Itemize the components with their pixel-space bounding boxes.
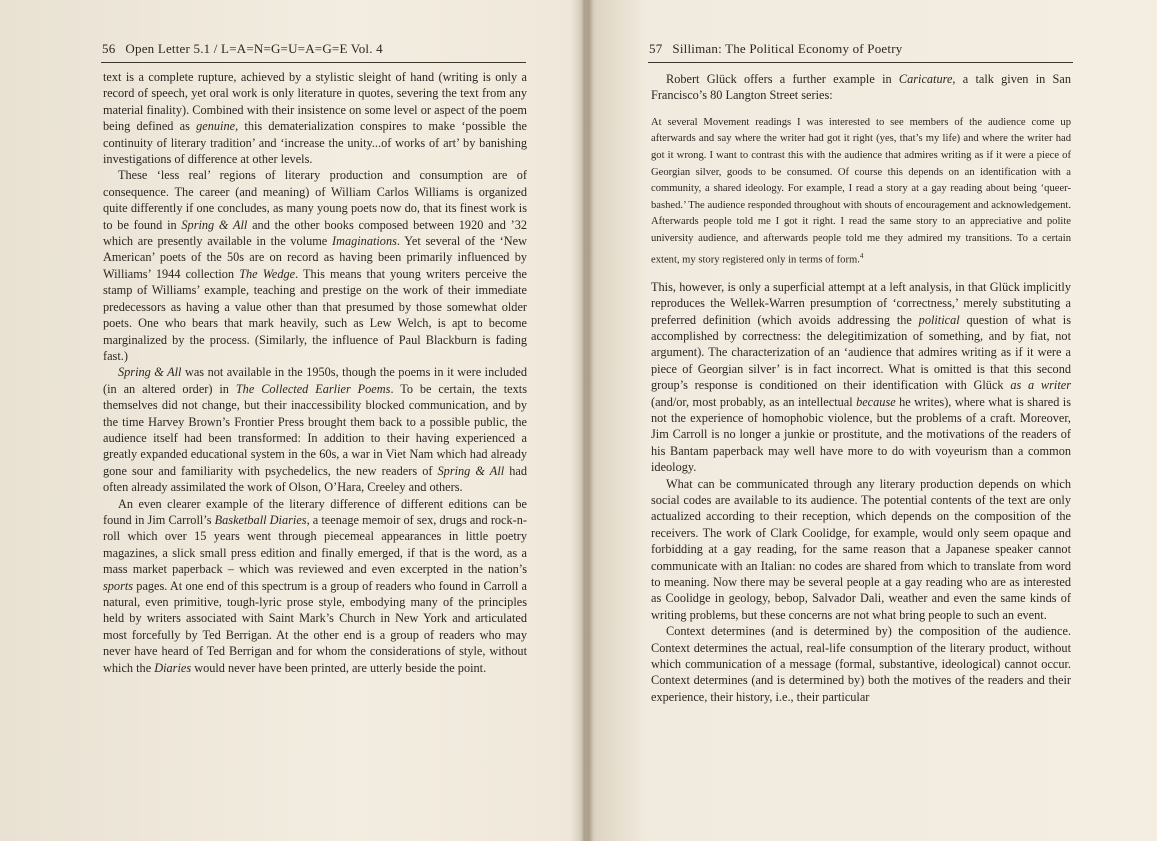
paragraph <box>103 496 527 676</box>
text-run: , a talk given in San Francisco’s 80 Langton Street series: <box>651 72 1071 103</box>
text-run: , this dematerialization conspires to make ‘possible the continuity of literary tradition’ and ‘increase the unity...of works of art’ by banishing investigations of difference at other levels. <box>103 119 527 167</box>
footnote-marker: 4 <box>859 251 864 260</box>
block-quote-text: At several Movement readings I was interested to see members of the audience come up afterwards and say where the writer had got it right (yes, that’s my life) and where the writer had got it wrong. I want to contrast this with the audience that admires writing as if it were a piece of Georgian silver, goods to be consumed. Of course this depends on an identification with a community, a shared ideology. For example, I read a story at a gay reading about being ‘queer-bashed.’ The audience responded throughout with shouts of encouragement and acknowledgement. Afterwards people told me I got it right. I read the same story to an appreciative and polite university audience, and afterwards people told me they admired my transitions. To a certain extent, my story registered only in terms of form. <box>651 116 1071 266</box>
italic-text: Spring & All <box>118 365 182 380</box>
right-body-text <box>651 71 1071 705</box>
italic-text: as a writer <box>1010 378 1071 393</box>
italic-text: Basketball Diaries <box>214 512 307 527</box>
text-run: An even clearer example of the literary difference of different editions can be found in Jim Carroll’s <box>103 496 527 527</box>
text-run: was not available in the 1950s, though the poems in it were included (in an altered order) in <box>103 365 527 396</box>
italic-text: Imaginations <box>331 234 397 249</box>
italic-text: The Collected Earlier Poems <box>235 381 391 396</box>
left-running-head <box>102 41 383 57</box>
italic-text: Diaries <box>154 660 192 675</box>
text-run: What can be communicated through any literary production depends on which social codes are available to its audience. The potential contents of the text are only actualized according to their reception, which depends on the composition of the receivers. The work of Clark Coolidge, for example, would only seem opaque and forbidding at a gay reading, for the same reason that a Japanese speaker cannot communicate with an Italian: no codes are shared from which to translate from word to meaning. Now there may be several people at a gay reading who are as interested as Coolidge in geology, bebop, Salvador Dali, weather and even the same kinds of writing problems, but these concerns are not what bring people to such an event. <box>651 476 1071 622</box>
text-run: had often already assimilated the work of Olson, O’Hara, Creeley and others. <box>103 463 527 495</box>
right-page <box>584 0 1157 841</box>
text-run: Context determines (and is determined by) the composition of the audience. Context determines the actual, real-life consumption of the literary product, without which communication of a message (formal, substantive, ideological) cannot occur. Context determines (and is determined by) both the motives of the readers and their experience, their history, i.e., their particular <box>651 624 1071 704</box>
text-run: These ‘less real’ regions of literary production and consumption are of consequence. The career (and meaning) of William Carlos Williams is organized quite differently if one concludes, as many young poets now do, that its finest work is to be found in <box>103 168 527 232</box>
paragraph <box>103 69 527 167</box>
page-number: 57 <box>649 41 663 56</box>
running-head-title: Silliman: The Political Economy of Poetry <box>672 41 903 56</box>
paragraph <box>103 167 527 364</box>
text-run: (and/or, most probably, as an intellectual <box>651 394 857 409</box>
paragraph <box>651 476 1071 624</box>
italic-text: sports <box>103 578 134 593</box>
left-body-text <box>103 69 527 676</box>
text-run: . To be certain, the texts themselves did not change, but their inaccessibility blocked communication, and by the time Harvey Brown’s Frontier Press brought them back to a possible public, the audience itself had been transformed: In addition to their having experienced a greatly expanded educational system in the 60s, a war in Viet Nam which had already gone sour and familiarity with psychedelics, the new readers of <box>103 381 527 478</box>
text-run: pages. At one end of this spectrum is a group of readers who found in Carroll a natural, even primitive, tough-lyric prose style, embodying many of the principles held by writers associated with Saint Mark’s Church in New York and articulated most forcefully by Ted Berrigan. At the other end is a group of readers who may never have heard of Ted Berrigan and for whom the considerations of style, without which the <box>103 578 527 675</box>
text-run: he writes), where what is shared is not the experience of homophobic violence, but the problems of a craft. Moreover, Jim Carroll is no longer a junkie or prostitute, and the motivations of the readers of his Bantam paperback may well have more to do with voyeurism than a common ideology. <box>651 394 1071 475</box>
right-running-head <box>649 41 902 57</box>
text-run: Robert Glück offers a further example in <box>666 72 899 86</box>
intro-paragraph <box>651 71 1071 104</box>
header-rule <box>648 62 1073 63</box>
header-rule <box>101 62 526 63</box>
text-run: question of what is accomplished by correctness: the delegitimization of something, and by fiat, not argument). The characterization of an ‘audience that admires writing as if it were a piece of Georgian silver’ is in fact incorrect. What is omitted is that this second group’s response is conditioned on their identification with Glück <box>651 312 1071 393</box>
page-number: 56 <box>102 41 116 56</box>
text-run: , a teenage memoir of sex, drugs and rock-n-roll which over 15 years went through piecemeal appearances in little poetry magazines, a slick small press edition and finally emerged, if that is the word, as a mass market paperback – which was reviewed and even excerpted in the nation’s <box>103 512 528 577</box>
italic-text: The Wedge <box>239 266 296 281</box>
italic-text: Spring & All <box>181 217 248 232</box>
right-paragraphs <box>651 279 1071 706</box>
italic-text: Caricature <box>898 72 953 86</box>
text-run: and the other books composed between 1920 and ’32 which are presently available in the volume <box>103 217 527 249</box>
paragraph <box>651 279 1071 476</box>
text-run: . This means that young writers perceive the stamp of Williams’ example, teaching and prestige on the work of their immediate predecessors as having a value other than that presumed by those somewhat older poets. One who bears that mark heavily, such as Lew Welch, is apt to become marginalized by the process. (Similarly, the influence of Paul Blackburn is fading fast.) <box>103 266 527 363</box>
italic-text: political <box>918 312 960 327</box>
text-run: This, however, is only a superficial attempt at a left analysis, in that Glück implicitly reproduces the Wellek-Warren presumption of ‘correctness,’ merely substituting a preferred definition (which avoids addressing the <box>651 279 1071 327</box>
text-run: . Yet several of the ‘New American’ poets of the 50s are on record as having been primarily influenced by Williams’ 1944 collection <box>103 234 527 281</box>
block-quote <box>651 115 1071 269</box>
paragraph <box>103 364 527 495</box>
paragraph <box>651 623 1071 705</box>
italic-text: because <box>856 394 896 409</box>
running-head-title: Open Letter 5.1 / L=A=N=G=U=A=G=E Vol. 4 <box>125 41 383 56</box>
text-run: would never have been printed, are utterly beside the point. <box>191 660 487 675</box>
italic-text: genuine <box>196 119 236 134</box>
italic-text: Spring & All <box>437 463 505 478</box>
text-run: text is a complete rupture, achieved by a stylistic sleight of hand (writing is only a record of speech, yet oral work is only literature in quotes, severing the text from any material finality). Combined with their insistence on some level or aspect of the poem being defined as <box>103 70 527 134</box>
